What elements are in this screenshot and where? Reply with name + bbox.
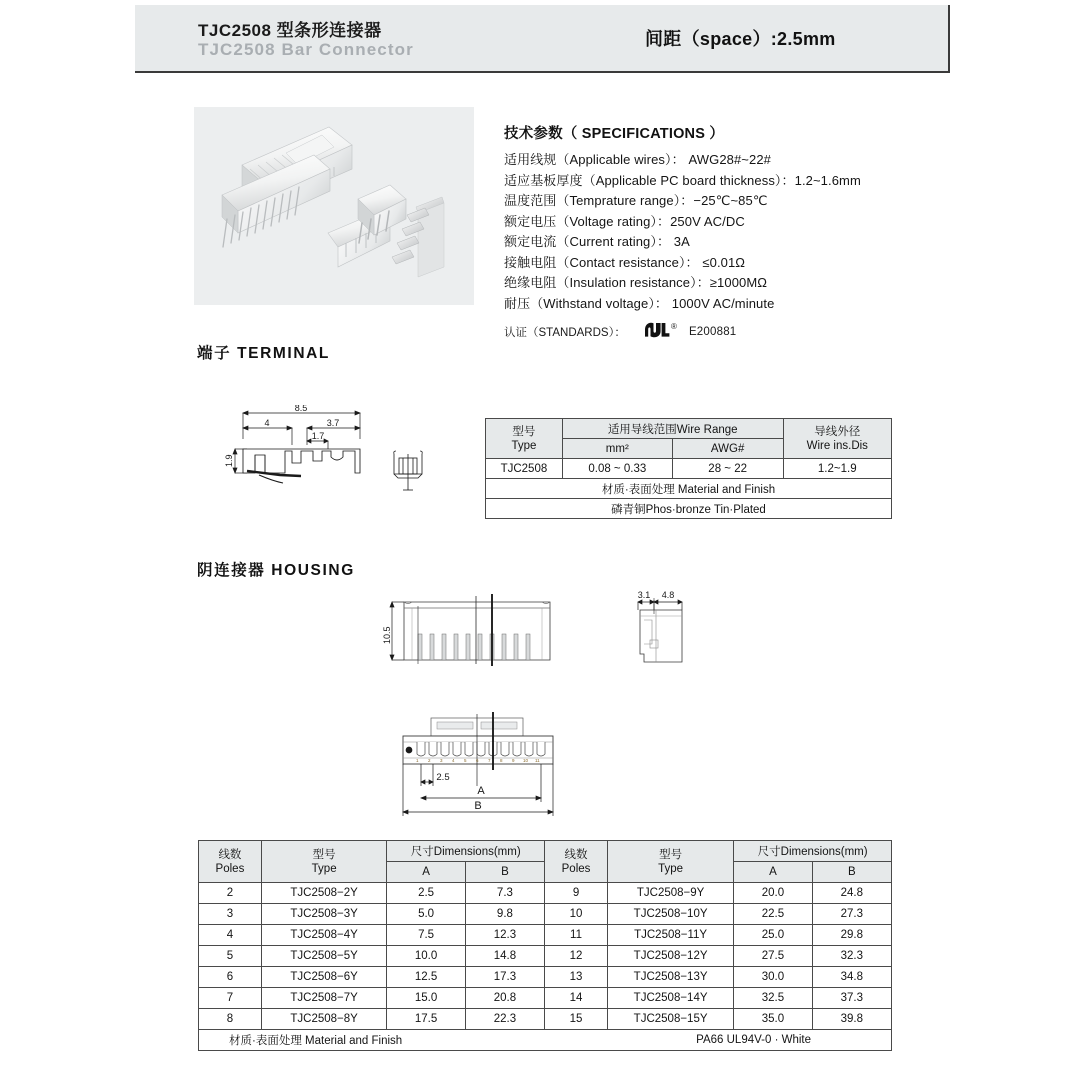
td-poles: 5 xyxy=(199,946,262,967)
svg-text:10: 10 xyxy=(523,758,529,763)
spec-standards-row xyxy=(504,320,934,343)
th-b-right: B xyxy=(812,862,891,883)
table-material-row xyxy=(199,1030,892,1051)
table-row xyxy=(486,479,892,499)
table-row xyxy=(199,883,892,904)
td-type: TJC2508−8Y xyxy=(261,1009,387,1030)
th-a-right: A xyxy=(734,862,812,883)
spec-insulation-resistance: 绝缘电阻（Insulation resistance）：≥1000MΩ xyxy=(504,275,768,290)
th-wire-range: 适用导线范围Wire Range xyxy=(562,419,783,439)
td-poles: 4 xyxy=(199,925,262,946)
th-wire-ins-en: Wire ins.Dis xyxy=(806,439,868,452)
ul-mark-svg xyxy=(644,320,670,340)
housing-side-view-drawing xyxy=(630,586,700,673)
td-poles: 9 xyxy=(545,883,608,904)
svg-text:4: 4 xyxy=(452,758,455,763)
td-b: 17.3 xyxy=(465,967,544,988)
th-poles-cn-right: 线数 xyxy=(564,848,588,861)
pitch-label: 间距（space）:2.5mm xyxy=(645,29,836,49)
th-type-en-left: Type xyxy=(311,862,337,875)
product-photo xyxy=(194,107,474,305)
td-b: 12.3 xyxy=(465,925,544,946)
housing-bottom-svg xyxy=(383,712,583,820)
td-poles: 14 xyxy=(545,988,608,1009)
td-a: 17.5 xyxy=(387,1009,465,1030)
svg-text:2: 2 xyxy=(428,758,431,763)
standards-label: 认证（STANDARDS）： xyxy=(504,326,626,339)
td-terminal-material-header: 材质·表面处理 Material and Finish xyxy=(486,479,892,499)
td-terminal-material-value: 磷青铜Phos·bronze Tin·Plated xyxy=(486,499,892,519)
th-mm2: mm² xyxy=(562,439,672,459)
terminal-endview-svg xyxy=(388,448,428,494)
table-row xyxy=(199,1009,892,1030)
td-type: TJC2508−3Y xyxy=(261,904,387,925)
page-title-en: TJC2508 Bar Connector xyxy=(198,40,414,59)
th-poles-en-right: Poles xyxy=(561,862,591,875)
table-row xyxy=(199,988,892,1009)
td-a: 20.0 xyxy=(734,883,812,904)
svg-text:7: 7 xyxy=(488,758,491,763)
housing-bottom-view-drawing xyxy=(383,712,583,825)
svg-text:9: 9 xyxy=(512,758,515,763)
td-poles: 7 xyxy=(199,988,262,1009)
terminal-dim-left: 4 xyxy=(264,418,270,428)
table-row xyxy=(199,925,892,946)
terminal-spec-table xyxy=(485,418,892,519)
td-type: TJC2508−9Y xyxy=(607,883,733,904)
td-poles: 13 xyxy=(545,967,608,988)
svg-text:11: 11 xyxy=(535,758,540,763)
th-type-left xyxy=(261,841,387,883)
td-a: 15.0 xyxy=(387,988,465,1009)
terminal-side-view-drawing xyxy=(225,405,375,490)
housing-side-svg xyxy=(630,586,700,668)
td-type: TJC2508−11Y xyxy=(607,925,733,946)
page-title-cn: TJC2508 型条形连接器 xyxy=(198,21,382,40)
th-a-left: A xyxy=(387,862,465,883)
spec-voltage-rating: 额定电压（Voltage rating）：250V AC/DC xyxy=(504,213,745,229)
td-b: 24.8 xyxy=(812,883,891,904)
td-type: TJC2508−7Y xyxy=(261,988,387,1009)
td-a: 35.0 xyxy=(734,1009,812,1030)
th-type-cn-left: 型号 xyxy=(312,848,336,861)
td-type: TJC2508−12Y xyxy=(607,946,733,967)
housing-dim-side-b: 4.8 xyxy=(661,590,675,600)
td-poles: 6 xyxy=(199,967,262,988)
th-poles-left xyxy=(199,841,262,883)
specifications-block xyxy=(504,122,934,343)
th-dimensions-left: 尺寸Dimensions(mm) xyxy=(387,841,545,862)
housing-material-label: 材质·表面处理 Material and Finish xyxy=(229,1035,403,1047)
td-b: 27.3 xyxy=(812,904,891,925)
terminal-dim-inner: 1.7 xyxy=(311,431,325,441)
housing-front-svg xyxy=(382,588,567,668)
td-poles: 11 xyxy=(545,925,608,946)
terminal-end-view-drawing xyxy=(388,448,428,499)
registered-trademark-icon: ® xyxy=(671,322,677,332)
td-terminal-type: TJC2508 xyxy=(486,459,563,479)
spec-pc-board-thickness: 适应基板厚度（Applicable PC board thickness）：1.2~1.6mm xyxy=(504,172,861,188)
spec-current-rating: 额定电流（Current rating）： 3A xyxy=(504,234,690,249)
td-a: 27.5 xyxy=(734,946,812,967)
terminal-dim-overall: 8.5 xyxy=(294,405,308,413)
table-row xyxy=(199,904,892,925)
svg-text:8: 8 xyxy=(500,758,503,763)
td-poles: 3 xyxy=(199,904,262,925)
td-type: TJC2508−6Y xyxy=(261,967,387,988)
th-poles-cn-left: 线数 xyxy=(218,848,242,861)
table-row xyxy=(199,967,892,988)
terminal-drawing-svg xyxy=(225,405,375,485)
td-type: TJC2508−15Y xyxy=(607,1009,733,1030)
spec-contact-resistance: 接触电阻（Contact resistance）： ≤0.01Ω xyxy=(504,254,746,270)
table-header-row xyxy=(199,841,892,862)
td-b: 29.8 xyxy=(812,925,891,946)
terminal-dim-height: 1.9 xyxy=(225,454,234,467)
td-a: 10.0 xyxy=(387,946,465,967)
connector-photo-illustration xyxy=(194,107,474,305)
specifications-title: 技术参数（ SPECIFICATIONS ） xyxy=(504,126,725,142)
td-b: 34.8 xyxy=(812,967,891,988)
td-type: TJC2508−2Y xyxy=(261,883,387,904)
terminal-dim-right: 3.7 xyxy=(326,418,340,428)
housing-dim-side-a: 3.1 xyxy=(637,590,651,600)
th-type-cn-right: 型号 xyxy=(659,848,683,861)
housing-dim-height: 10.5 xyxy=(382,626,392,644)
th-dimensions-right: 尺寸Dimensions(mm) xyxy=(734,841,892,862)
th-b-left: B xyxy=(465,862,544,883)
td-a: 30.0 xyxy=(734,967,812,988)
svg-text:5: 5 xyxy=(464,758,467,763)
td-type: TJC2508−4Y xyxy=(261,925,387,946)
th-wire-ins-cn: 导线外径 xyxy=(814,425,861,438)
td-b: 20.8 xyxy=(465,988,544,1009)
td-type: TJC2508−14Y xyxy=(607,988,733,1009)
th-poles-en-left: Poles xyxy=(215,862,245,875)
housing-material-value: PA66 UL94V-0 · White xyxy=(696,1034,811,1046)
td-a: 25.0 xyxy=(734,925,812,946)
td-housing-material xyxy=(199,1030,892,1051)
td-a: 7.5 xyxy=(387,925,465,946)
td-b: 37.3 xyxy=(812,988,891,1009)
td-a: 22.5 xyxy=(734,904,812,925)
td-poles: 2 xyxy=(199,883,262,904)
td-type: TJC2508−10Y xyxy=(607,904,733,925)
table-row xyxy=(486,459,892,479)
td-type: TJC2508−5Y xyxy=(261,946,387,967)
housing-section-heading: 阴连接器 HOUSING xyxy=(197,562,355,579)
housing-front-view-drawing xyxy=(382,588,567,673)
table-row xyxy=(486,499,892,519)
td-a: 5.0 xyxy=(387,904,465,925)
th-type-en-right: Type xyxy=(658,862,684,875)
spec-applicable-wires: 适用线规（Applicable wires）： AWG28#~22# xyxy=(504,152,771,167)
housing-dim-a: A xyxy=(477,785,485,797)
terminal-section-heading: 端子 TERMINAL xyxy=(197,345,330,362)
td-a: 32.5 xyxy=(734,988,812,1009)
td-a: 2.5 xyxy=(387,883,465,904)
housing-dim-pitch: 2.5 xyxy=(436,772,450,783)
th-wire-ins-dis xyxy=(783,419,891,459)
th-awg: AWG# xyxy=(672,439,783,459)
ul-logo-icon xyxy=(644,320,679,343)
th-terminal-type xyxy=(486,419,563,459)
svg-text:1: 1 xyxy=(416,758,419,763)
svg-text:6: 6 xyxy=(476,758,479,763)
td-poles: 10 xyxy=(545,904,608,925)
table-row xyxy=(486,419,892,439)
td-poles: 15 xyxy=(545,1009,608,1030)
spec-temperature-range: 温度范围（Temprature range）：−25℃~85℃ xyxy=(504,193,768,208)
td-b: 22.3 xyxy=(465,1009,544,1030)
th-terminal-type-en: Type xyxy=(511,439,537,452)
th-type-right xyxy=(607,841,733,883)
page-header xyxy=(135,5,950,73)
housing-dim-b: B xyxy=(474,800,482,812)
spec-withstand-voltage: 耐压（Withstand voltage）： 1000V AC/minute xyxy=(504,295,775,311)
td-b: 14.8 xyxy=(465,946,544,967)
standards-file-number: E200881 xyxy=(688,325,737,338)
td-b: 7.3 xyxy=(465,883,544,904)
poles-dimensions-table xyxy=(198,840,892,1051)
th-poles-right xyxy=(545,841,608,883)
th-terminal-type-cn: 型号 xyxy=(512,425,536,438)
td-a: 12.5 xyxy=(387,967,465,988)
td-terminal-ins: 1.2~1.9 xyxy=(783,459,891,479)
td-terminal-awg: 28 ~ 22 xyxy=(672,459,783,479)
td-type: TJC2508−13Y xyxy=(607,967,733,988)
td-b: 9.8 xyxy=(465,904,544,925)
table-row xyxy=(199,946,892,967)
td-b: 32.3 xyxy=(812,946,891,967)
svg-text:3: 3 xyxy=(440,758,443,763)
td-terminal-mm2: 0.08 ~ 0.33 xyxy=(562,459,672,479)
td-b: 39.8 xyxy=(812,1009,891,1030)
td-poles: 8 xyxy=(199,1009,262,1030)
td-poles: 12 xyxy=(545,946,608,967)
